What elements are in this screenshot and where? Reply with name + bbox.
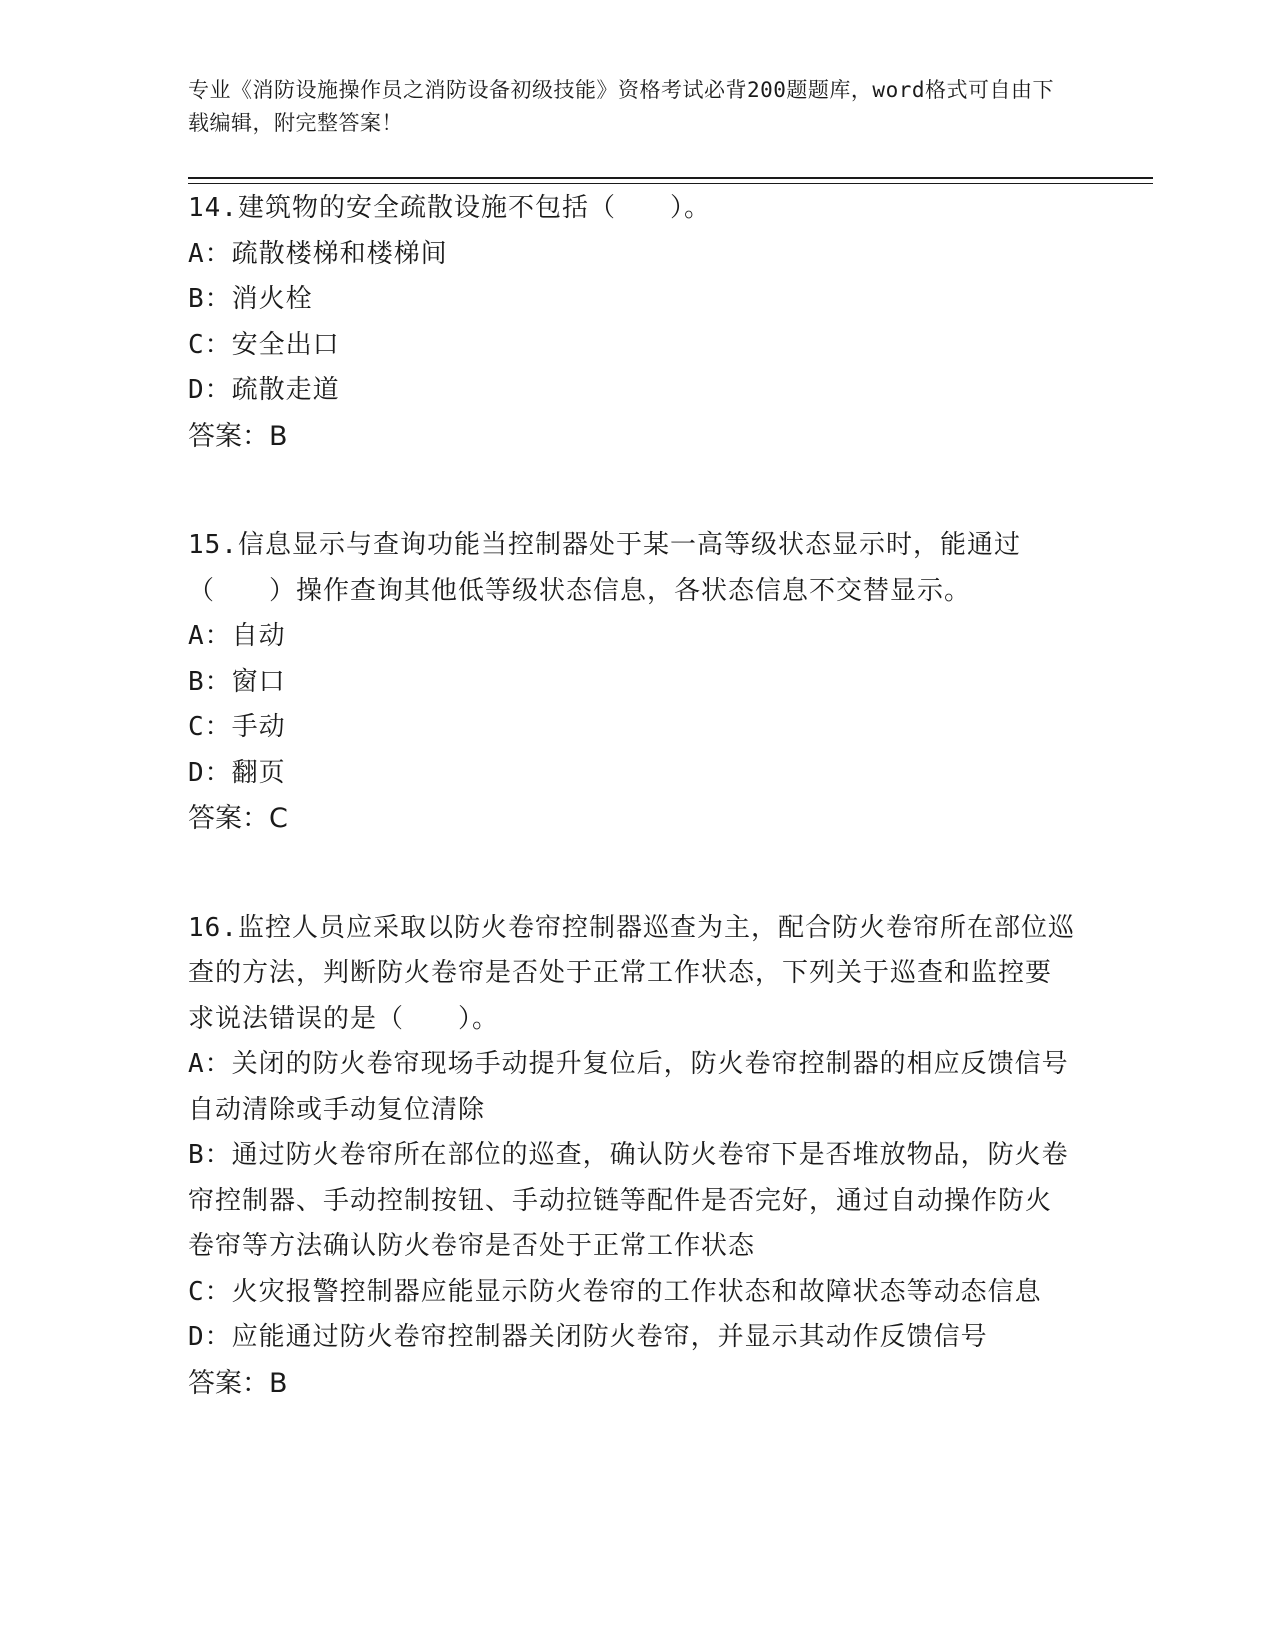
option-a: A：关闭的防火卷帘现场手动提升复位后，防火卷帘控制器的相应反馈信号自动清除或手动复位清除 bbox=[188, 1049, 1069, 1125]
answer-line: 答案：B bbox=[188, 1367, 288, 1399]
question-16 bbox=[188, 906, 1078, 1407]
option-a: A：疏散楼梯和楼梯间 bbox=[188, 238, 448, 269]
question-stem: 14.建筑物的安全疏散设施不包括（ ）。 bbox=[188, 193, 711, 223]
option-b: B：通过防火卷帘所在部位的巡查，确认防火卷帘下是否堆放物品，防火卷帘控制器、手动控制按钮、手动拉链等配件是否完好，通过自动操作防火卷帘等方法确认防火卷帘是否处于正常工作状态 bbox=[188, 1140, 1069, 1261]
header-divider-thick bbox=[188, 177, 1153, 179]
answer-line: 答案：C bbox=[188, 803, 288, 834]
header-divider-thin bbox=[188, 183, 1153, 184]
option-d: D：翻页 bbox=[188, 757, 286, 788]
option-c: C：手动 bbox=[188, 712, 286, 742]
option-d: D：应能通过防火卷帘控制器关闭防火卷帘，并显示其动作反馈信号 bbox=[188, 1322, 988, 1352]
option-d: D：疏散走道 bbox=[188, 375, 340, 405]
option-c: C：火灾报警控制器应能显示防火卷帘的工作状态和故障状态等动态信息 bbox=[188, 1276, 1042, 1307]
document-header: 专业《消防设施操作员之消防设备初级技能》资格考试必背200题题库，word格式可自由下载编辑，附完整答案！ bbox=[188, 78, 1054, 135]
question-list bbox=[188, 186, 1078, 1470]
question-stem: 15.信息显示与查询功能当控制器处于某一高等级状态显示时，能通过（ ）操作查询其他低等级状态信息，各状态信息不交替显示。 bbox=[188, 530, 1021, 606]
answer-line: 答案：B bbox=[188, 420, 288, 452]
question-15 bbox=[188, 523, 1078, 842]
question-14 bbox=[188, 186, 1078, 459]
option-b: B：窗口 bbox=[188, 666, 286, 697]
question-stem: 16.监控人员应采取以防火卷帘控制器巡查为主，配合防火卷帘所在部位巡查的方法，判断防火卷帘是否处于正常工作状态，下列关于巡查和监控要求说法错误的是（ ）。 bbox=[188, 912, 1075, 1034]
option-b: B：消火栓 bbox=[188, 284, 313, 314]
option-c: C：安全出口 bbox=[188, 329, 340, 360]
option-a: A：自动 bbox=[188, 621, 286, 651]
